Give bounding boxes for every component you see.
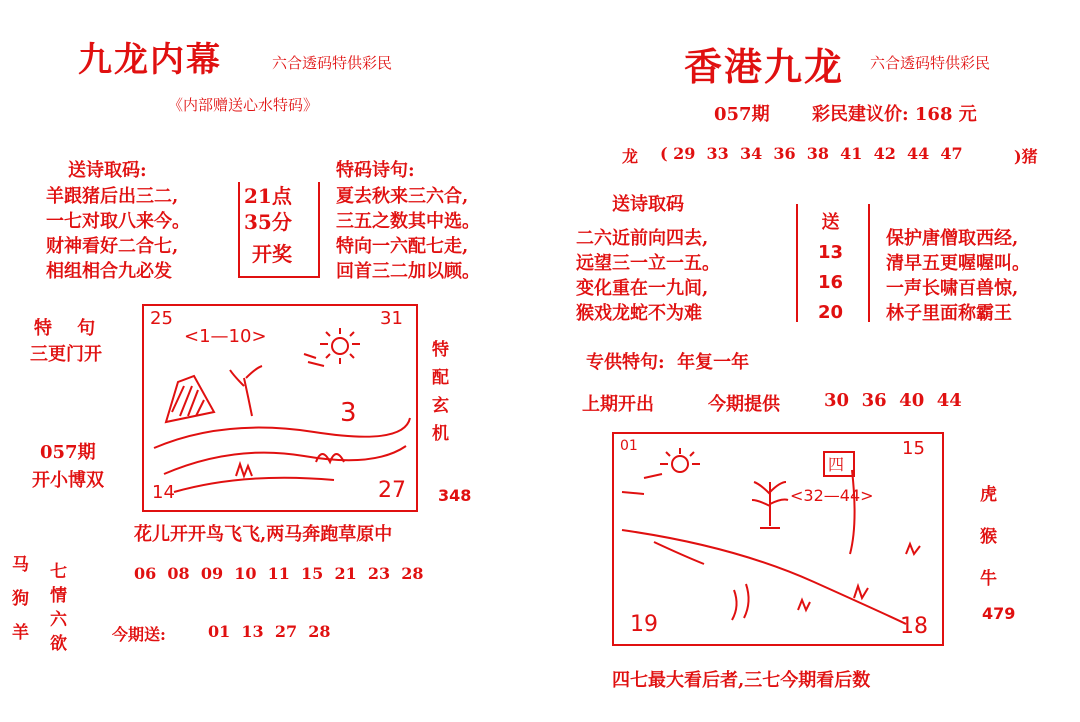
- draw-hour: 21点: [244, 184, 292, 208]
- qing-char: 欲: [50, 634, 67, 654]
- left-side-vertical: [432, 336, 449, 448]
- verse-line: 三五之数其中选。: [336, 211, 480, 232]
- poem-line: 远望三一立一五。: [576, 253, 720, 274]
- right-caption: 四七最大看后者,三七今期看后数: [612, 670, 871, 691]
- poem-line: 相组相合九必发: [46, 261, 172, 282]
- right-verse: [886, 226, 1030, 326]
- dragon-label: 龙: [622, 147, 639, 166]
- right-poem: [576, 226, 720, 326]
- time-box-bottom: [238, 276, 320, 278]
- verse-line: 夏去秋来三六合,: [336, 186, 469, 207]
- right-pic-tl: 01: [620, 438, 638, 454]
- provide-label: 今期提供: [708, 394, 780, 415]
- right-side-vertical: [980, 474, 997, 600]
- send-col-item: 20: [818, 302, 844, 323]
- left-number-list: 06 08 09 10 11 15 21 23 28: [134, 564, 424, 583]
- right-side-number: 479: [982, 604, 1016, 623]
- zodiac-char: 猴: [980, 527, 997, 547]
- draw-label: 开奖: [252, 242, 292, 266]
- right-title: 香港九龙: [684, 44, 845, 89]
- send-col-right: [868, 204, 870, 322]
- qing-vertical: [50, 560, 67, 656]
- left-pic-bl: 14: [152, 482, 175, 503]
- dragon-numbers: ( 29 33 34 36 38 41 42 44 47: [660, 144, 963, 163]
- send-col-item: 13: [818, 242, 844, 263]
- left-side-number: 348: [438, 486, 472, 505]
- right-pic-mark: 四: [828, 455, 845, 474]
- verse-line: 保护唐僧取西经,: [886, 228, 1019, 249]
- poem-line: 羊跟猪后出三二,: [46, 186, 179, 207]
- left-sketch-box: [142, 304, 418, 512]
- send-col-left: [796, 204, 798, 322]
- special-head: 特 句: [34, 318, 96, 339]
- right-price: 彩民建议价: 168 元: [812, 104, 977, 125]
- zodiac-char: 马: [12, 555, 29, 575]
- poem-line: 二六近前向四去,: [576, 228, 709, 249]
- poem-line: 财神看好二合七,: [46, 236, 179, 257]
- poem-line: 猴戏龙蛇不为难: [576, 303, 702, 324]
- left-tagline: 《内部赠送心水特码》: [168, 96, 319, 114]
- zodiac-vertical: [12, 548, 29, 650]
- verse-line: 回首三二加以顾。: [336, 261, 480, 282]
- zodiac-char: 虎: [980, 485, 997, 505]
- provide-numbers: 30 36 40 44: [824, 390, 962, 411]
- time-box-left: [238, 182, 240, 278]
- right-sketch-drawing: [614, 434, 942, 644]
- last-label: 上期开出: [582, 394, 654, 415]
- right-issue: 057期: [714, 104, 770, 125]
- send-col-item: 送: [821, 212, 840, 233]
- left-send-numbers: 01 13 27 28: [208, 622, 331, 641]
- left-subtitle: 六合透码特供彩民: [272, 54, 393, 72]
- right-pic-br: 18: [900, 614, 928, 639]
- left-send-label: 今期送:: [112, 625, 166, 644]
- left-verse-head: 特码诗句:: [336, 160, 415, 181]
- special-text: 三更门开: [30, 344, 102, 365]
- pig-label: )猪: [1014, 147, 1038, 166]
- verse-line: 一声长啸百兽惊,: [886, 278, 1019, 299]
- send-col-item: 16: [818, 272, 844, 293]
- left-title: 九龙内幕: [78, 40, 222, 80]
- zodiac-char: 羊: [12, 623, 29, 643]
- send-column: [818, 208, 843, 328]
- left-issue-text: 开小博双: [32, 470, 104, 491]
- right-sketch-box: [612, 432, 944, 646]
- verse-line: 林子里面称霸王: [886, 303, 1012, 324]
- verse-line: 特向一六配七走,: [336, 236, 469, 257]
- right-poem-head: 送诗取码: [612, 194, 684, 215]
- qing-char: 六: [50, 610, 67, 630]
- right-special: 专供特句: 年复一年: [586, 352, 750, 373]
- left-issue: 057期: [40, 442, 96, 463]
- left-poem: [46, 184, 190, 284]
- vertical-char: 配: [432, 368, 449, 388]
- qing-char: 情: [50, 586, 67, 606]
- left-pic-tl: 25: [150, 308, 173, 329]
- qing-char: 七: [50, 562, 67, 582]
- right-pic-tr: 15: [902, 438, 925, 459]
- poem-line: 变化重在一九间,: [576, 278, 709, 299]
- verse-line: 清早五更喔喔叫。: [886, 253, 1030, 274]
- left-pic-tr: 31: [380, 308, 403, 329]
- left-pic-range: <1—10>: [184, 326, 267, 347]
- left-poem-head: 送诗取码:: [68, 160, 147, 181]
- poem-line: 一七对取八来今。: [46, 211, 190, 232]
- vertical-char: 玄: [432, 396, 449, 416]
- draw-minute: 35分: [244, 210, 292, 234]
- time-box-right: [318, 182, 320, 278]
- right-subtitle: 六合透码特供彩民: [870, 54, 991, 72]
- vertical-char: 特: [432, 340, 449, 360]
- right-pic-bl: 19: [630, 612, 658, 637]
- left-pic-br: 27: [378, 478, 406, 503]
- left-verse: [336, 184, 480, 284]
- zodiac-char: 狗: [12, 589, 29, 609]
- vertical-char: 机: [432, 424, 449, 444]
- right-pic-range: <32—44>: [790, 486, 874, 505]
- left-pic-mid: 3: [340, 398, 357, 428]
- left-caption: 花儿开开鸟飞飞,两马奔跑草原中: [134, 524, 393, 545]
- zodiac-char: 牛: [980, 569, 997, 589]
